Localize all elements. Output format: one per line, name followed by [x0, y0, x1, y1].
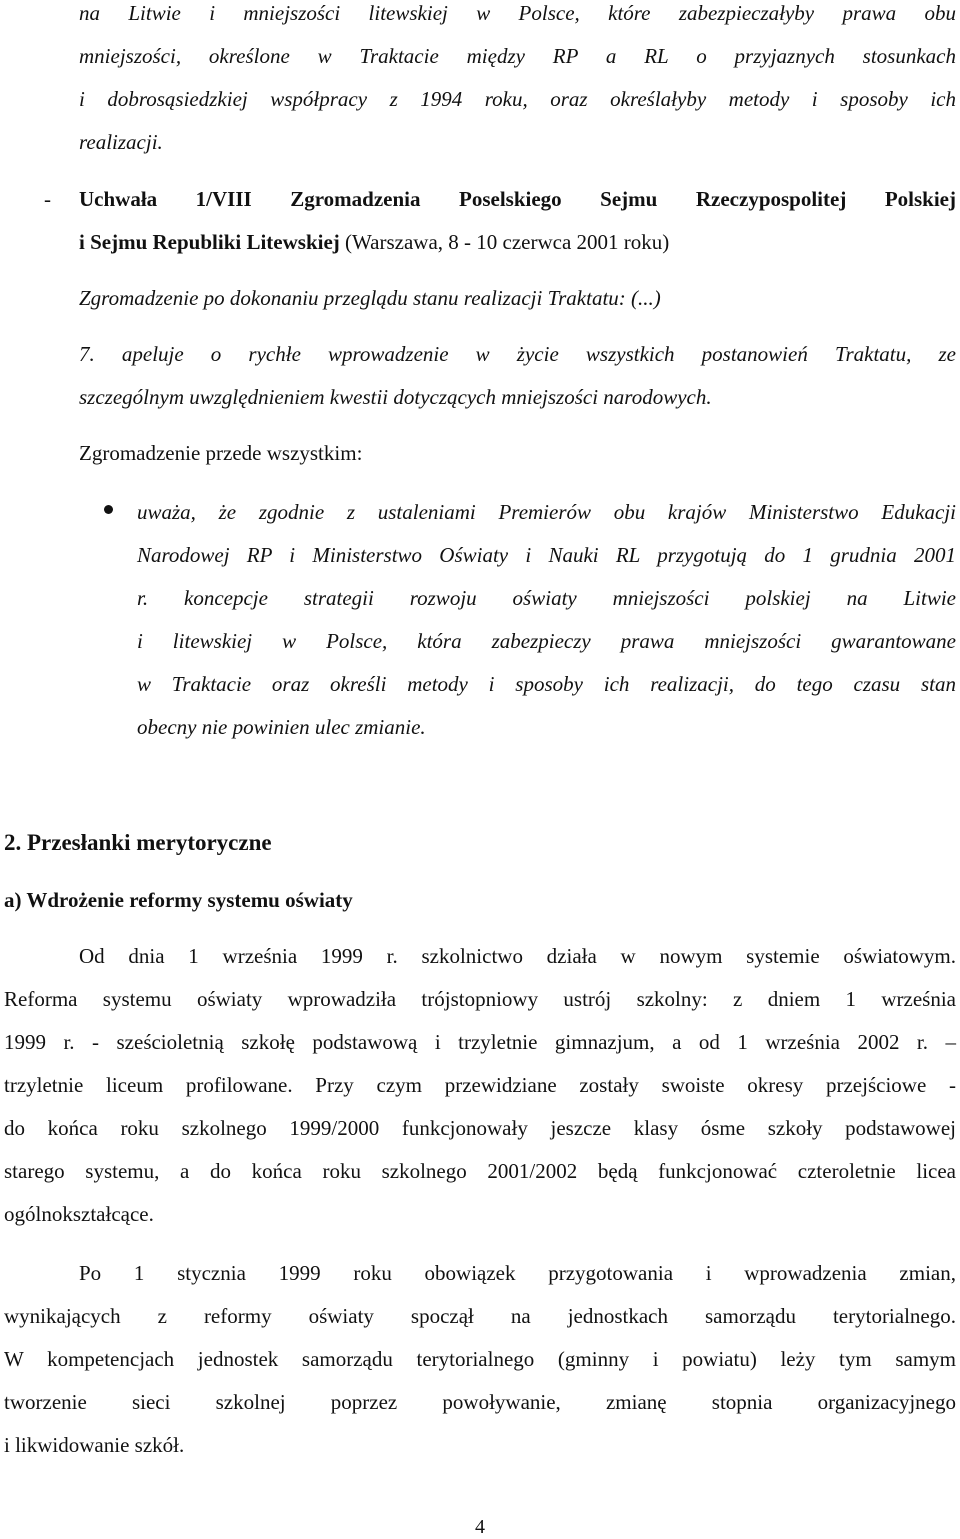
bullet-icon: [104, 505, 113, 514]
page-number: 4: [475, 1516, 485, 1538]
intro-line: i dobrosąsiedzkiej współpracy z 1994 roku, oraz określałyby metody i sposoby ich: [79, 87, 956, 111]
paragraph-line: Od dnia 1 września 1999 r. szkolnictwo działa w nowym systemie oświatowym.: [79, 944, 956, 968]
paragraph-line: tworzenie sieci szkolnej poprzez powoływanie, zmianę stopnia organizacyjnego: [4, 1390, 956, 1414]
intro-line: na Litwie i mniejszości litewskiej w Polsce, które zabezpieczałyby prawa obu: [79, 1, 956, 25]
intro-line: mniejszości, określone w Traktacie między RP a RL o przyjaznych stosunkach: [79, 44, 956, 68]
resolution-title-bold: i Sejmu Republiki Litewskiej: [79, 230, 340, 254]
point-7-line: szczególnym uwzględnieniem kwestii dotyczących mniejszości narodowych.: [79, 385, 712, 409]
assembly-intro: Zgromadzenie przede wszystkim:: [79, 441, 363, 465]
paragraph-line: do końca roku szkolnego 1999/2000 funkcjonowały jeszcze klasy ósme szkoły podstawowej: [4, 1116, 956, 1140]
paragraph-line: starego systemu, a do końca roku szkolnego 2001/2002 będą funkcjonować czteroletnie licea: [4, 1159, 956, 1183]
resolution-title: Uchwała 1/VIII Zgromadzenia Poselskiego Sejmu Rzeczypospolitej Polskiej: [79, 187, 956, 211]
list-dash: -: [44, 187, 51, 211]
bullet-line: Narodowej RP i Ministerstwo Oświaty i Nauki RL przygotują do 1 grudnia 2001: [137, 543, 956, 567]
bullet-line: obecny nie powinien ulec zmianie.: [137, 715, 426, 739]
resolution-title-line2: [79, 232, 669, 253]
bullet-line: w Traktacie oraz określi metody i sposoby ich realizacji, do tego czasu stan: [137, 672, 956, 696]
paragraph-line: trzyletnie liceum profilowane. Przy czym przewidziane zostały swoiste okresy przejściowe -: [4, 1073, 956, 1097]
paragraph-line: Po 1 stycznia 1999 roku obowiązek przygotowania i wprowadzenia zmian,: [79, 1261, 956, 1285]
paragraph-line: i likwidowanie szkół.: [4, 1433, 185, 1457]
point-7-line: 7. apeluje o rychłe wprowadzenie w życie wszystkich postanowień Traktatu, ze: [79, 342, 956, 366]
paragraph-line: Reforma systemu oświaty wprowadziła trójstopniowy ustrój szkolny: z dniem 1 września: [4, 987, 956, 1011]
resolution-date: (Warszawa, 8 - 10 czerwca 2001 roku): [339, 230, 670, 254]
section-subheading: a) Wdrożenie reformy systemu oświaty: [4, 888, 353, 912]
section-heading: 2. Przesłanki merytoryczne: [4, 830, 272, 855]
intro-line: realizacji.: [79, 130, 163, 154]
bullet-line: r. koncepcje strategii rozwoju oświaty mniejszości polskiej na Litwie: [137, 586, 956, 610]
paragraph-line: 1999 r. - sześcioletnią szkołę podstawową i trzyletnie gimnazjum, a od 1 września 2002 r. –: [4, 1030, 956, 1054]
paragraph-line: wynikających z reformy oświaty spoczął na jednostkach samorządu terytorialnego.: [4, 1304, 956, 1328]
bullet-line: i litewskiej w Polsce, która zabezpieczy prawa mniejszości gwarantowane: [137, 629, 956, 653]
paragraph-line: W kompetencjach jednostek samorządu terytorialnego (gminny i powiatu) leży tym samym: [4, 1347, 956, 1371]
paragraph-line: ogólnokształcące.: [4, 1202, 154, 1226]
bullet-line: uważa, że zgodnie z ustaleniami Premierów obu krajów Ministerstwo Edukacji: [137, 500, 956, 524]
review-statement: Zgromadzenie po dokonaniu przeglądu stanu realizacji Traktatu: (...): [79, 286, 661, 310]
